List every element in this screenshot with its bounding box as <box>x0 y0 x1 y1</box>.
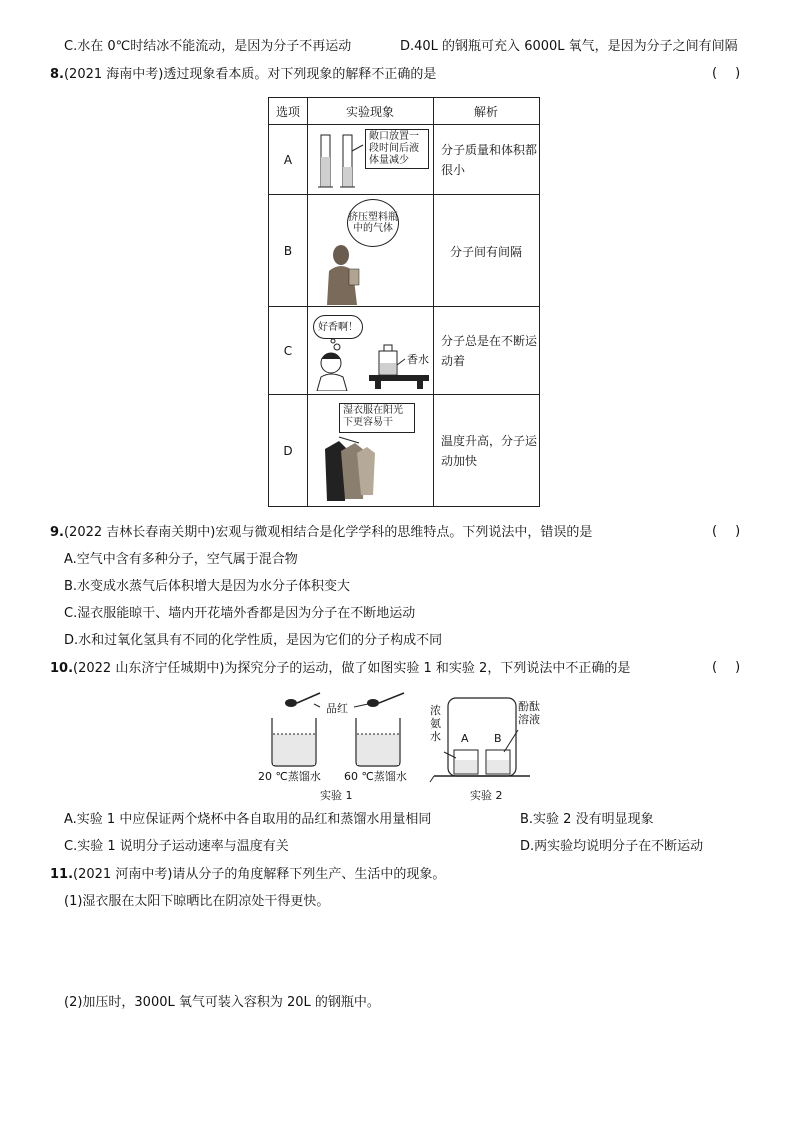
q10-stem <box>50 660 630 678</box>
graduated-cylinders-illustration <box>315 131 365 191</box>
q9-option-a: A.空气中含有多种分子，空气属于混合物 <box>64 552 298 567</box>
beaker-a-label: A <box>461 732 469 745</box>
paren-open: ( <box>712 524 718 539</box>
q10-number: 10. <box>50 661 74 676</box>
q8-number: 8. <box>50 67 64 82</box>
table-divider <box>307 98 308 506</box>
beaker-2-label: 60 ℃蒸馏水 <box>344 770 407 783</box>
paren-close: ) <box>735 660 741 675</box>
row-a-analysis: 分子质量和体积都很小 <box>441 143 538 177</box>
table-header-row <box>269 98 539 125</box>
phenolphthalein-label: 酚酞溶液 <box>518 700 540 726</box>
q11-sub2: (2)加压时，3000L 氧气可装入容积为 20L 的钢瓶中。 <box>64 995 380 1010</box>
header-option: 选项 <box>275 105 300 119</box>
q8-stem <box>50 66 436 84</box>
q8-table <box>268 97 540 507</box>
q10-option-c: C.实验 1 说明分子运动速率与温度有关 <box>64 839 289 854</box>
row-b-option: B <box>283 244 293 258</box>
q10-option-b: B.实验 2 没有明显现象 <box>520 812 654 827</box>
table-row <box>269 307 539 395</box>
paren-open: ( <box>712 660 718 675</box>
q8-text: (2021 海南中考)透过现象看本质。对下列现象的解释不正确的是 <box>63 67 437 82</box>
table-divider <box>433 98 434 506</box>
table-row <box>269 195 539 307</box>
q10-option-a: A.实验 1 中应保证两个烧杯中各自取用的品红和蒸馏水用量相同 <box>64 812 432 827</box>
ammonia-label: 浓氨水 <box>430 704 441 743</box>
q9-option-d: D.水和过氧化氢具有不同的化学性质，是因为它们的分子构成不同 <box>64 633 443 648</box>
q11-sub1: (1)湿衣服在太阳下晾晒比在阴凉处干得更快。 <box>64 894 330 909</box>
paren-open: ( <box>712 66 718 81</box>
row-d-option: D <box>283 443 293 458</box>
experiment-2-label: 实验 2 <box>470 789 503 802</box>
beaker-b-label: B <box>494 732 502 745</box>
row-a-caption: 敞口放置一段时间后液体量减少 <box>365 129 429 169</box>
row-c-perfume-label: 香水 <box>407 353 429 366</box>
q11-text: (2021 河南中考)请从分子的角度解释下列生产、生活中的现象。 <box>73 867 446 882</box>
q9-stem <box>50 524 592 542</box>
experiment-1-label: 实验 1 <box>320 789 353 802</box>
q9-number: 9. <box>50 525 64 540</box>
row-c-caption: 好香啊！ <box>313 315 363 339</box>
row-c-analysis: 分子总是在不断运动着 <box>441 334 538 368</box>
q10-option-d: D.两实验均说明分子在不断运动 <box>520 839 704 854</box>
wet-clothes-illustration <box>319 435 379 503</box>
row-d-analysis: 温度升高，分子运动加快 <box>441 433 538 468</box>
table-row <box>269 125 539 195</box>
q8-answer-paren <box>712 66 740 81</box>
beaker-1-label: 20 ℃蒸馏水 <box>258 770 321 783</box>
q10-answer-paren <box>712 660 740 675</box>
q10-figure <box>258 690 542 802</box>
row-c-option: C <box>283 344 293 358</box>
q7-option-d: D.40L 的钢瓶可充入 6000L 氧气，是因为分子之间有间隔 <box>400 39 738 54</box>
header-phenomenon: 实验现象 <box>345 105 394 119</box>
q9-option-b: B.水变成水蒸气后体积增大是因为水分子体积变大 <box>64 579 351 594</box>
q9-option-c: C.湿衣服能晾干、墙内开花墙外香都是因为分子在不断地运动 <box>64 606 416 621</box>
paren-close: ) <box>735 524 741 539</box>
row-d-caption: 湿衣服在阳光下更容易干 <box>339 403 415 433</box>
q10-text: (2022 山东济宁任城期中)为探究分子的运动，做了如图实验 1 和实验 2，下列说法中不正确的是 <box>73 661 631 676</box>
q9-answer-paren <box>712 524 740 539</box>
pinhong-label: 品红 <box>326 702 348 715</box>
q9-text: (2022 吉林长春南关期中)宏观与微观相结合是化学学科的思维特点。下列说法中，错误的是 <box>63 525 593 540</box>
experiment-apparatus-illustration <box>258 690 542 802</box>
q11-number: 11. <box>50 867 74 882</box>
person-squeezing-bottle-illustration <box>319 241 379 305</box>
row-b-analysis: 分子间有间隔 <box>449 244 522 259</box>
row-b-caption: 挤压塑料瓶中的气体 <box>347 199 399 247</box>
header-analysis: 解析 <box>473 105 498 119</box>
row-a-option: A <box>283 153 293 167</box>
q7-option-c: C.水在 0℃时结冰不能流动，是因为分子不再运动 <box>64 39 352 54</box>
table-row <box>269 395 539 506</box>
q11-stem <box>50 866 445 884</box>
paren-close: ) <box>735 66 741 81</box>
